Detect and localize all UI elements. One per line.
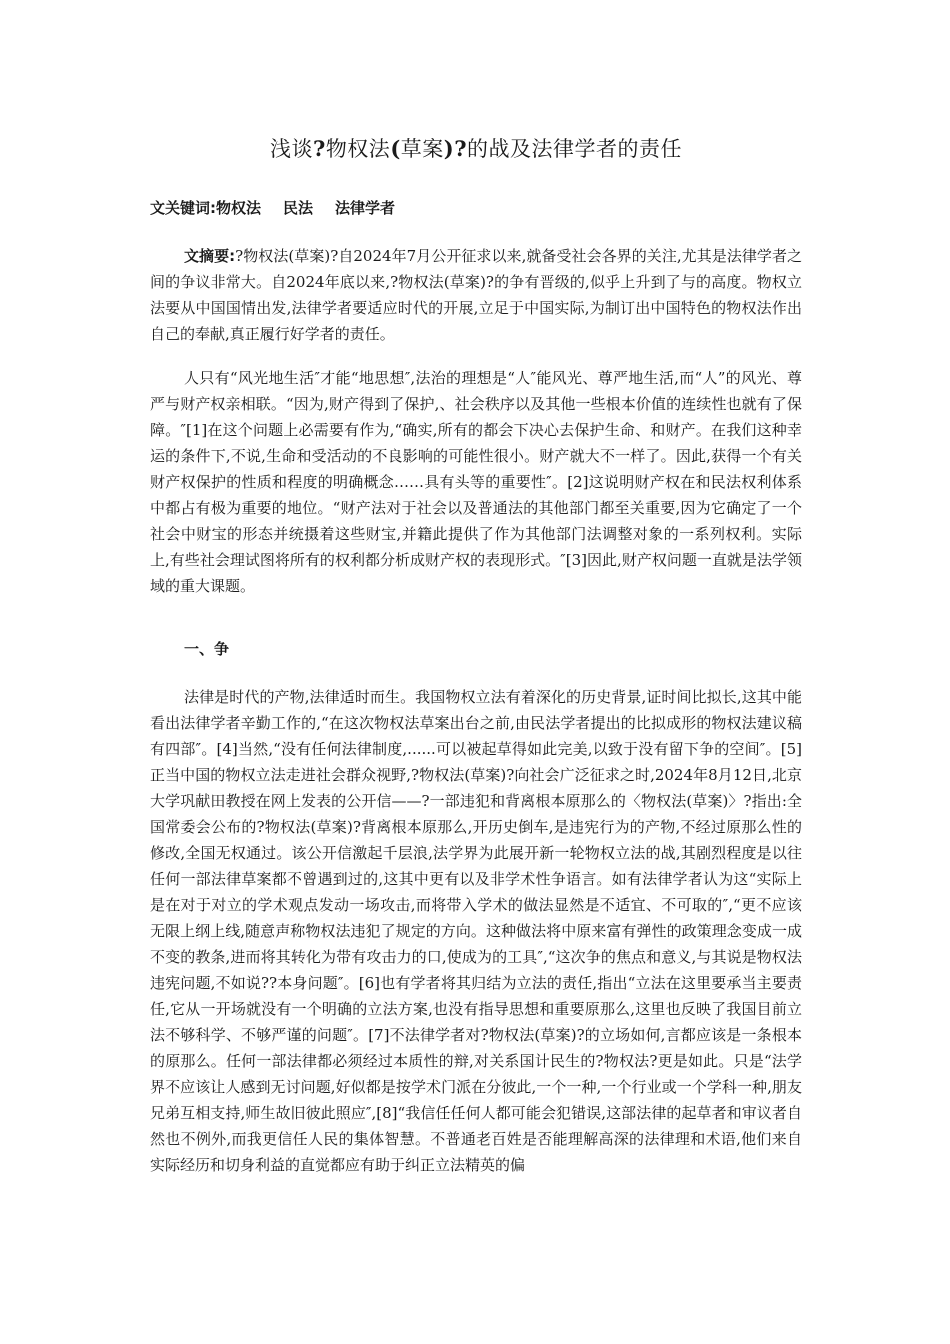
title-part: 草案 (400, 137, 444, 161)
abstract-label: 文摘要: (184, 247, 236, 265)
title-part: ? (313, 136, 326, 161)
title-part: ? (454, 136, 467, 161)
title-part: ) (443, 136, 455, 161)
title-part: 的战及法律学者的责任 (467, 137, 682, 161)
abstract (150, 243, 802, 347)
keywords-label: 文关键词: (150, 199, 216, 217)
keywords-line (150, 196, 802, 220)
body-paragraph: 法律是时代的产物,法律适时而生。我国物权立法有着深化的历史背景,证时间比拟长,这其中能看出法律学者辛勤工作的,“在这次物权法草案出台之前,由民法学者提出的比拟成形的物权法建议稿有四部″。[4]当然,“没有任何法律制度,......可以被起草得如此完美,以致于没有留下争的空间″。[5]正当中国的物权立法走进社会群众视野,?物权法(草案)?向社会广泛征求之时,2024年8月12日,北京大学巩献田教授在网上发表的公开信——?一部违犯和背离根本原那么的〈物权法(草案)〉?指出:全国常委会公布的?物权法(草案)?背离根本原那么,开历史倒车,是违宪行为的产物,不经过原那么性的修改,全国无权通过。该公开信激起千层浪,法学界为此展开新一轮物权立法的战,其剧烈程度是以往任何一部法律草案都不曾遇到过的,这其中更有以及非学术性争语言。如有法律学者认为这“实际上是在对于对立的学术观点发动一场攻击,而将带入学术的做法显然是不适宜、不可取的″,“更不应该无限上纲上线,随意声称物权法违犯了规定的方向。这种做法将中原来富有弹性的政策理念变成一成不变的教条,进而将其转化为带有攻击力的口,使成为的工具″,“这次争的焦点和意义,与其说是物权法违宪问题,不如说??本身问题″。[6]也有学者将其归结为立法的责任,指出“立法在这里要承当主要责任,它从一开场就没有一个明确的立法方案,也没有指导思想和重要原那么,这里也反映了我国目前立法不够科学、不够严谨的问题″。[7]不法律学者对?物权法(草案)?的立场如何,言都应该是一条根本的原那么。任何一部法律都必须经过本质性的辩,对关系国计民生的?物权法?更是如此。只是“法学界不应该让人感到无讨问题,好似都是按学术门派在分彼此,一个一种,一个行业或一个学科一种,朋友兄弟互相支持,师生故旧彼此照应″,[8]“我信任任何人都可能会犯错误,这部法律的起草者和审议者自然也不例外,而我更信任人民的集体智慧。不普通老百姓是否能理解高深的法律理和术语,他们来自实际经历和切身利益的直觉都应有助于纠正立法精英的偏 (150, 688, 802, 1174)
page-title (150, 135, 802, 163)
keyword: 法律学者 (335, 199, 396, 217)
title-part: ( (390, 136, 401, 161)
title-part: 浅谈 (270, 137, 313, 161)
section-heading: 一、争 (184, 640, 230, 658)
body-paragraph: 人只有“风光地生活″才能“地思想″,法治的理想是“人″能风光、尊严地生活,而“人”的风光、尊严与财产权亲相联。“因为,财产得到了保护,、社会秩序以及其他一些根本价值的连续性也就有了保障。″[1]在这个问题上必需要有作为,“确实,所有的都会下决心去保护生命、和财产。在我们这种幸运的条件下,不说,生命和受活动的不良影响的可能性很小。财产就大不一样了。因此,获得一个有关财产权保护的性质和程度的明确概念……具有头等的重要性″。[2]这说明财产权在和民法权利体系中都占有极为重要的地位。“财产法对于社会以及普通法的其他部门都至关重要,因为它确定了一个社会中财宝的形态并统摄着这些财宝,并籍此提供了作为其他部门法调整对象的一系列权利。实际上,有些社会理试图将所有的权利都分析成财产权的表现形式。″[3]因此,财产权问题一直就是法学领域的重大课题。 (150, 369, 802, 595)
keyword: 物权法 (216, 199, 262, 217)
title-part: 物权法 (325, 137, 391, 161)
abstract-text: ?物权法(草案)?自2024年7月公开征求以来,就备受社会各界的关注,尤其是法律学者之间的争议非常大。自2024年底以来,?物权法(草案)?的争有晋级的,似乎上升到了与的高度。物权立法要从中国国情出发,法律学者要适应时代的开展,立足于中国实际,为制订出中国特色的物权法作出自己的奉献,真正履行好学者的责任。 (150, 247, 803, 343)
keyword: 民法 (283, 199, 314, 217)
